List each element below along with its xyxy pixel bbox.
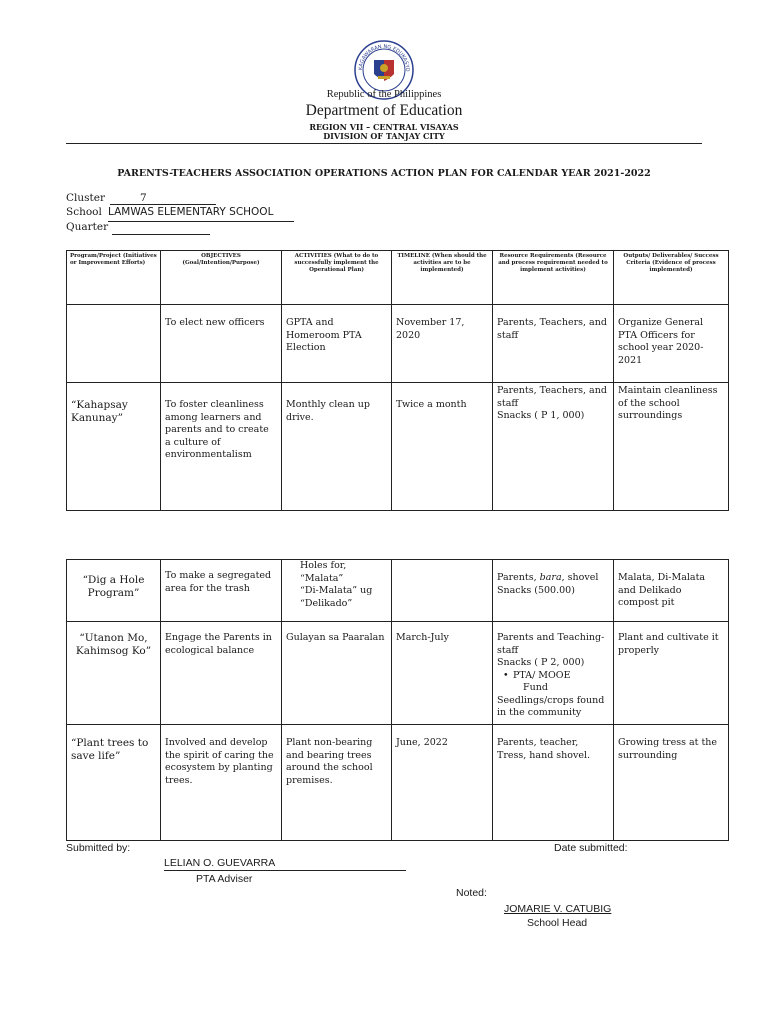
resources-line: Snacks (500.00) — [497, 584, 575, 596]
cell-program: “Plant trees to save life” — [67, 725, 161, 841]
cell-resources — [493, 383, 614, 511]
cell-resources — [493, 622, 614, 725]
cell-output: Malata, Di-Malata and Delikado compost pit — [614, 560, 729, 622]
resources-line: Snacks ( P 2, 000) — [497, 657, 585, 668]
cell-activity: GPTA and Homeroom PTA Election — [282, 305, 392, 383]
table-row — [67, 305, 729, 383]
school-label: School — [66, 206, 102, 218]
cell-activity: Plant non-bearing and bearing trees around the school premises. — [282, 725, 392, 841]
cluster-value: 7 — [110, 192, 216, 205]
cell-output: Growing tress at the surrounding — [614, 725, 729, 841]
cell-program — [67, 305, 161, 383]
cell-timeline: March-July — [392, 622, 493, 725]
table-row — [67, 383, 729, 511]
noted-label: Noted: — [456, 887, 487, 899]
quarter-label: Quarter — [66, 221, 109, 233]
activity-line: Holes for, — [300, 560, 347, 571]
table-row — [67, 725, 729, 841]
cell-timeline: November 17, 2020 — [392, 305, 493, 383]
header-program: Program/Project (Initiatives or Improvement Efforts) — [67, 251, 161, 305]
cell-program: “Dig a Hole Program” — [67, 560, 161, 622]
cell-resources: Parents, Teachers, and staff — [493, 305, 614, 383]
cell-activity — [282, 560, 392, 622]
header-outputs: Outputs/ Deliverables/ Success Criteria (Evidence of process implemented) — [614, 251, 729, 305]
division-line: DIVISION OF TANJAY CITY — [323, 131, 445, 141]
cell-objective: To make a segregated area for the trash — [161, 560, 282, 622]
resources-line: Seedlings/crops found in the community — [497, 694, 605, 718]
activity-line: “Di-Malata” ug — [300, 585, 373, 596]
activity-line: “Malata” — [300, 572, 344, 584]
cell-output: Plant and cultivate it properly — [614, 622, 729, 725]
cell-resources — [493, 560, 614, 622]
activity-line: “Delikado” — [300, 597, 353, 609]
cell-output: Organize General PTA Officers for school year 2020-2021 — [614, 305, 729, 383]
cell-objective: Engage the Parents in ecological balance — [161, 622, 282, 725]
header-divider — [66, 143, 702, 144]
table-row — [67, 622, 729, 725]
department-name: Department of Education — [305, 102, 463, 119]
cell-objective: To foster cleanliness among learners and parents and to create a culture of environmentalism — [161, 383, 282, 511]
cell-activity: Gulayan sa Paaralan — [282, 622, 392, 725]
resources-text-italic: bara — [539, 572, 562, 583]
cell-timeline: Twice a month — [392, 383, 493, 511]
cell-output: Maintain cleanliness of the school surroundings — [614, 383, 729, 511]
cell-activity: Monthly clean up drive. — [282, 383, 392, 511]
school-head-name: JOMARIE V. CATUBIG — [504, 903, 612, 915]
date-submitted-label: Date submitted: — [554, 842, 628, 854]
table-row — [67, 560, 729, 622]
region-line: REGION VII – CENTRAL VISAYAS — [309, 122, 459, 132]
school-value: LAMWAS ELEMENTARY SCHOOL — [108, 206, 294, 222]
seal-text: KAGAWARAN NG EDUKASYO — [357, 43, 411, 72]
cell-program: “Utanon Mo, Kahimsog Ko” — [67, 622, 161, 725]
cell-program: “Kahapsay Kanunay” — [67, 383, 161, 511]
cell-objective: Involved and develop the spirit of caring the ecosystem by planting trees. — [161, 725, 282, 841]
action-plan-table-1 — [66, 250, 729, 511]
republic-line: Republic of the Philippines — [326, 89, 442, 100]
table-header-row — [67, 251, 729, 305]
cell-timeline: June, 2022 — [392, 725, 493, 841]
resources-line — [497, 572, 609, 585]
header-resources: Resource Requirements (Resource and process requirement needed to implement activities) — [493, 251, 614, 305]
header-objectives: OBJECTIVES (Goal/Intention/Purpose) — [161, 251, 282, 305]
cluster-label: Cluster — [66, 192, 105, 204]
header-activities: ACTIVITIES (What to do to successfully implement the Operational Plan) — [282, 251, 392, 305]
resources-text: , shovel — [561, 572, 599, 583]
resources-text: Parents, — [497, 572, 540, 583]
quarter-value — [112, 221, 210, 235]
document-title: PARENTS-TEACHERS ASSOCIATION OPERATIONS ACTION PLAN FOR CALENDAR YEAR 2021-2022 — [117, 168, 651, 179]
action-plan-table-2 — [66, 559, 729, 841]
resources-line: Snacks ( P 1, 000) — [497, 410, 585, 421]
resources-line: Fund — [523, 682, 548, 693]
resources-line: Parents, Teachers, and staff — [497, 385, 607, 409]
header-timeline: TIMELINE (When should the activities are to be implemented) — [392, 251, 493, 305]
cell-objective: To elect new officers — [161, 305, 282, 383]
resources-bullet: • PTA/ MOOE — [497, 670, 609, 683]
cell-resources: Parents, teacher, Tress, hand shovel. — [493, 725, 614, 841]
cell-timeline — [392, 560, 493, 622]
resources-line: Parents and Teaching-staff — [497, 632, 605, 656]
adviser-name: LELIAN O. GUEVARRA — [164, 857, 406, 871]
school-head-role: School Head — [527, 917, 588, 929]
adviser-role: PTA Adviser — [196, 873, 253, 885]
submitted-by-label: Submitted by: — [66, 842, 131, 854]
